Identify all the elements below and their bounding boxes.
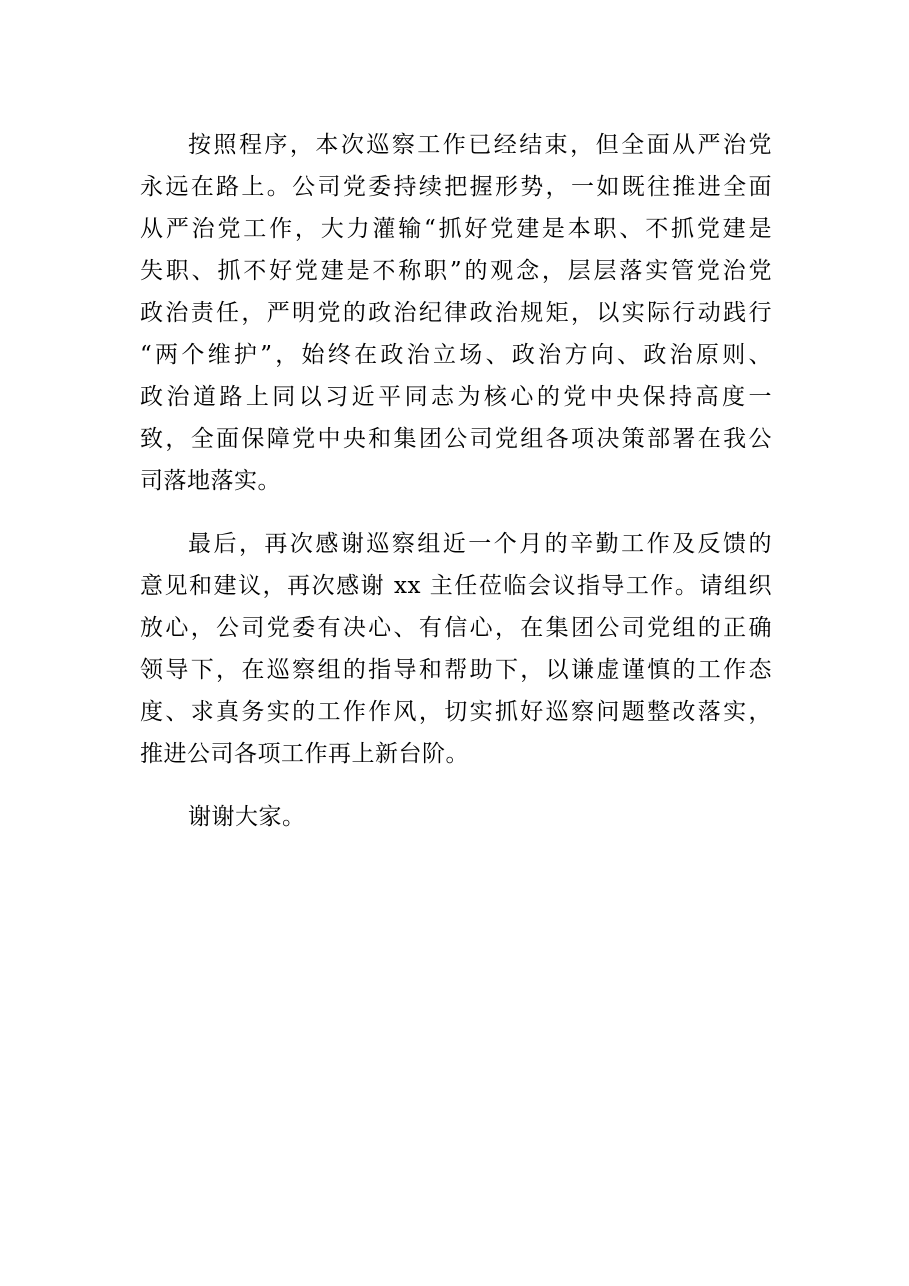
text-line: 永远在路上。公司党委持续把握形势，一如既往推进全面 <box>140 174 772 200</box>
text-line: 意见和建议，再次感谢 xx 主任莅临会议指导工作。请组织 <box>140 573 772 599</box>
text-line: 失职、抓不好党建是不称职”的观念，层层落实管党治党 <box>140 258 772 284</box>
text-line: 领导下，在巡察组的指导和帮助下，以谦虚谨慎的工作态 <box>140 657 772 683</box>
text-line: 按照程序，本次巡察工作已经结束，但全面从严治党 <box>188 132 772 158</box>
text-line: 政治责任，严明党的政治纪律政治规矩，以实际行动践行 <box>140 300 772 326</box>
text-line: “两个维护”，始终在政治立场、政治方向、政治原则、 <box>140 342 772 368</box>
paragraph-thanks-inspection-team <box>140 523 772 775</box>
text-line: 司落地落实。 <box>140 468 281 494</box>
paragraph-closing-inspection <box>140 124 772 502</box>
text-line: 放心，公司党委有决心、有信心，在集团公司党组的正确 <box>140 615 772 641</box>
paragraph-closing-thanks <box>140 796 772 838</box>
text-line: 最后，再次感谢巡察组近一个月的辛勤工作及反馈的 <box>188 531 772 557</box>
text-line: 推进公司各项工作再上新台阶。 <box>140 741 469 767</box>
text-line: 政治道路上同以习近平同志为核心的党中央保持高度一 <box>140 384 772 410</box>
text-line: 谢谢大家。 <box>188 804 306 830</box>
document-body <box>140 124 772 859</box>
text-line: 度、求真务实的工作作风，切实抓好巡察问题整改落实， <box>140 699 772 725</box>
text-line: 致，全面保障党中央和集团公司党组各项决策部署在我公 <box>140 426 772 452</box>
text-line: 从严治党工作，大力灌输“抓好党建是本职、不抓党建是 <box>140 216 772 242</box>
